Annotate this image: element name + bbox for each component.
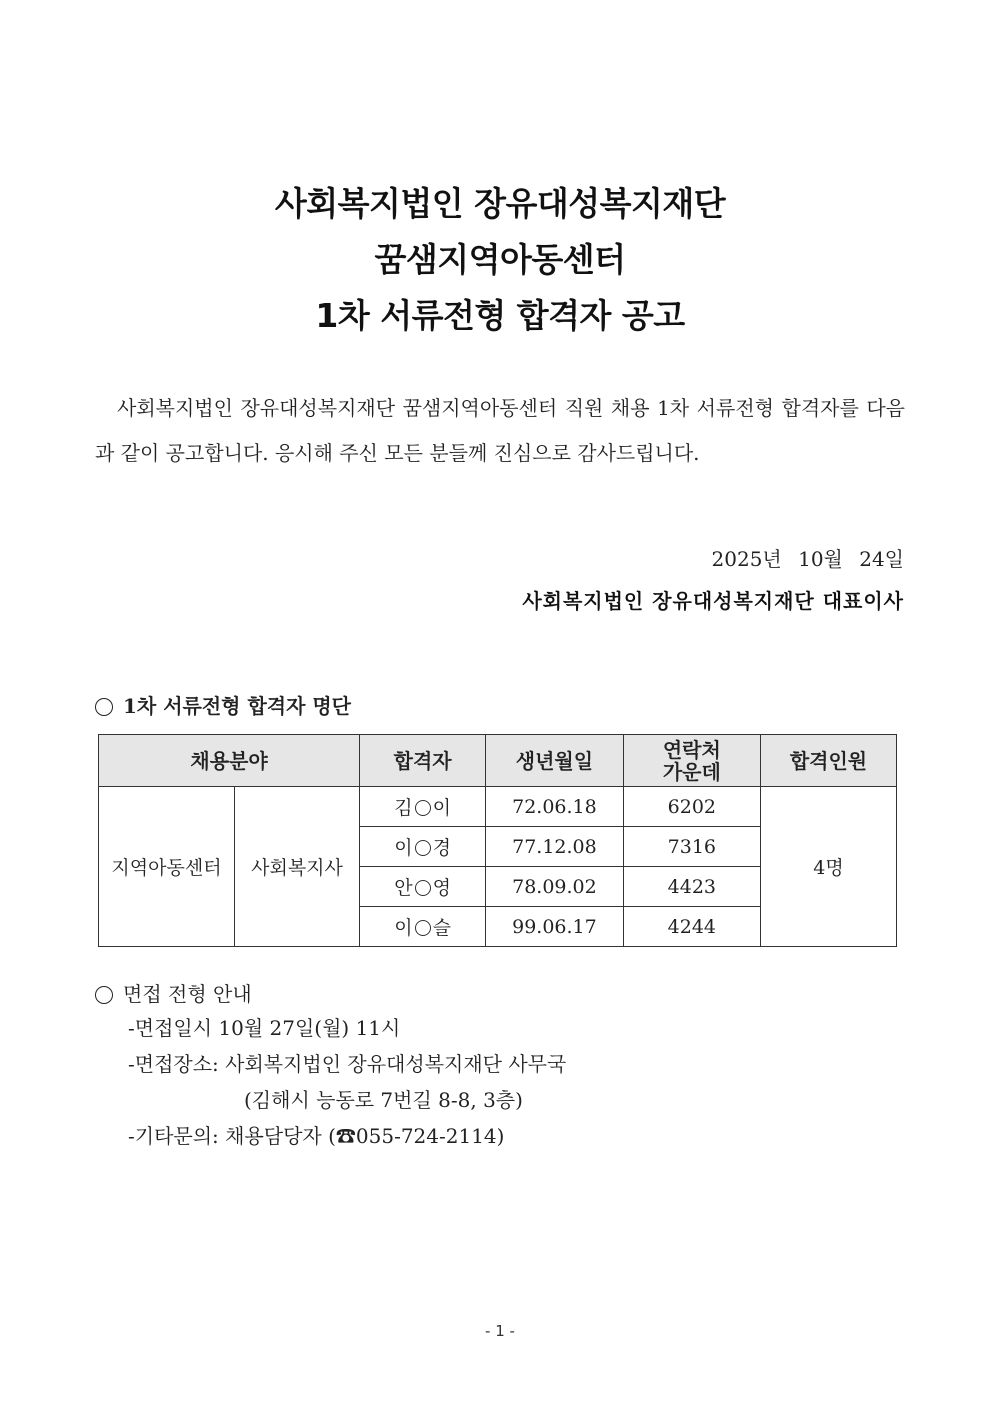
name-last: 슬: [432, 917, 451, 939]
masked-circle-icon: [415, 840, 431, 856]
header-contact-line1: 연락처: [662, 737, 721, 762]
interview-address: (김해시 능동로 7번길 8-8, 3층): [244, 1088, 523, 1112]
document-title: [0, 176, 1000, 344]
interview-place: -면접장소: 사회복지법인 장유대성복지재단 사무국: [128, 1052, 567, 1076]
roster-table: [98, 734, 897, 947]
applicant-name: [360, 907, 486, 947]
masked-circle-icon: [415, 920, 431, 936]
applicant-contact: 6202: [623, 787, 760, 827]
applicant-name: [360, 867, 486, 907]
page-number: - 1 -: [485, 1322, 515, 1340]
name-first: 이: [394, 917, 413, 939]
title-notice: 1차 서류전형 합격자 공고: [315, 296, 685, 335]
signer: 사회복지법인 장유대성복지재단 대표이사: [522, 589, 904, 613]
table-header-row: [99, 735, 897, 787]
total-count: 4명: [760, 787, 896, 947]
interview-info-list: [128, 1010, 566, 1154]
field-role: 사회복지사: [234, 787, 359, 947]
applicant-birth: 72.06.18: [486, 787, 624, 827]
announcement-body: 사회복지법인 장유대성복지재단 꿈샘지역아동센터 직원 채용 1차 서류전형 합격자를 다음과 같이 공고합니다. 응시해 주신 모든 분들께 진심으로 감사드립니다.: [95, 396, 905, 465]
name-first: 김: [394, 797, 413, 819]
circle-bullet-icon: [95, 698, 113, 716]
header-birth: 생년월일: [486, 735, 624, 787]
roster-heading-text: 1차 서류전형 합격자 명단: [123, 694, 352, 718]
applicant-name: [360, 827, 486, 867]
interview-inquiry: -기타문의: 채용담당자 (☎055-724-2114): [128, 1124, 505, 1148]
name-last: 영: [432, 877, 451, 899]
roster-heading: [95, 690, 351, 719]
header-contact: [623, 735, 760, 787]
header-field: 채용분야: [99, 735, 360, 787]
name-last: 이: [432, 797, 451, 819]
masked-circle-icon: [415, 880, 431, 896]
table-row: [99, 787, 897, 827]
title-center: 꿈샘지역아동센터: [374, 240, 626, 279]
applicant-contact: 4244: [623, 907, 760, 947]
announcement-date: 2025년 10월 24일: [711, 547, 904, 571]
applicant-contact: 4423: [623, 867, 760, 907]
interview-heading: [95, 978, 252, 1007]
header-count: 합격인원: [760, 735, 896, 787]
applicant-birth: 77.12.08: [486, 827, 624, 867]
interview-heading-text: 면접 전형 안내: [123, 982, 252, 1006]
field-center: 지역아동센터: [99, 787, 235, 947]
masked-circle-icon: [415, 800, 431, 816]
interview-datetime: -면접일시 10월 27일(월) 11시: [128, 1016, 401, 1040]
applicant-birth: 78.09.02: [486, 867, 624, 907]
header-contact-line2: 가운데: [662, 759, 721, 784]
name-first: 안: [394, 877, 413, 899]
circle-bullet-icon: [95, 986, 113, 1004]
name-last: 경: [432, 837, 451, 859]
applicant-birth: 99.06.17: [486, 907, 624, 947]
applicant-contact: 7316: [623, 827, 760, 867]
title-org: 사회복지법인 장유대성복지재단: [274, 184, 726, 223]
applicant-name: [360, 787, 486, 827]
name-first: 이: [394, 837, 413, 859]
header-name: 합격자: [360, 735, 486, 787]
